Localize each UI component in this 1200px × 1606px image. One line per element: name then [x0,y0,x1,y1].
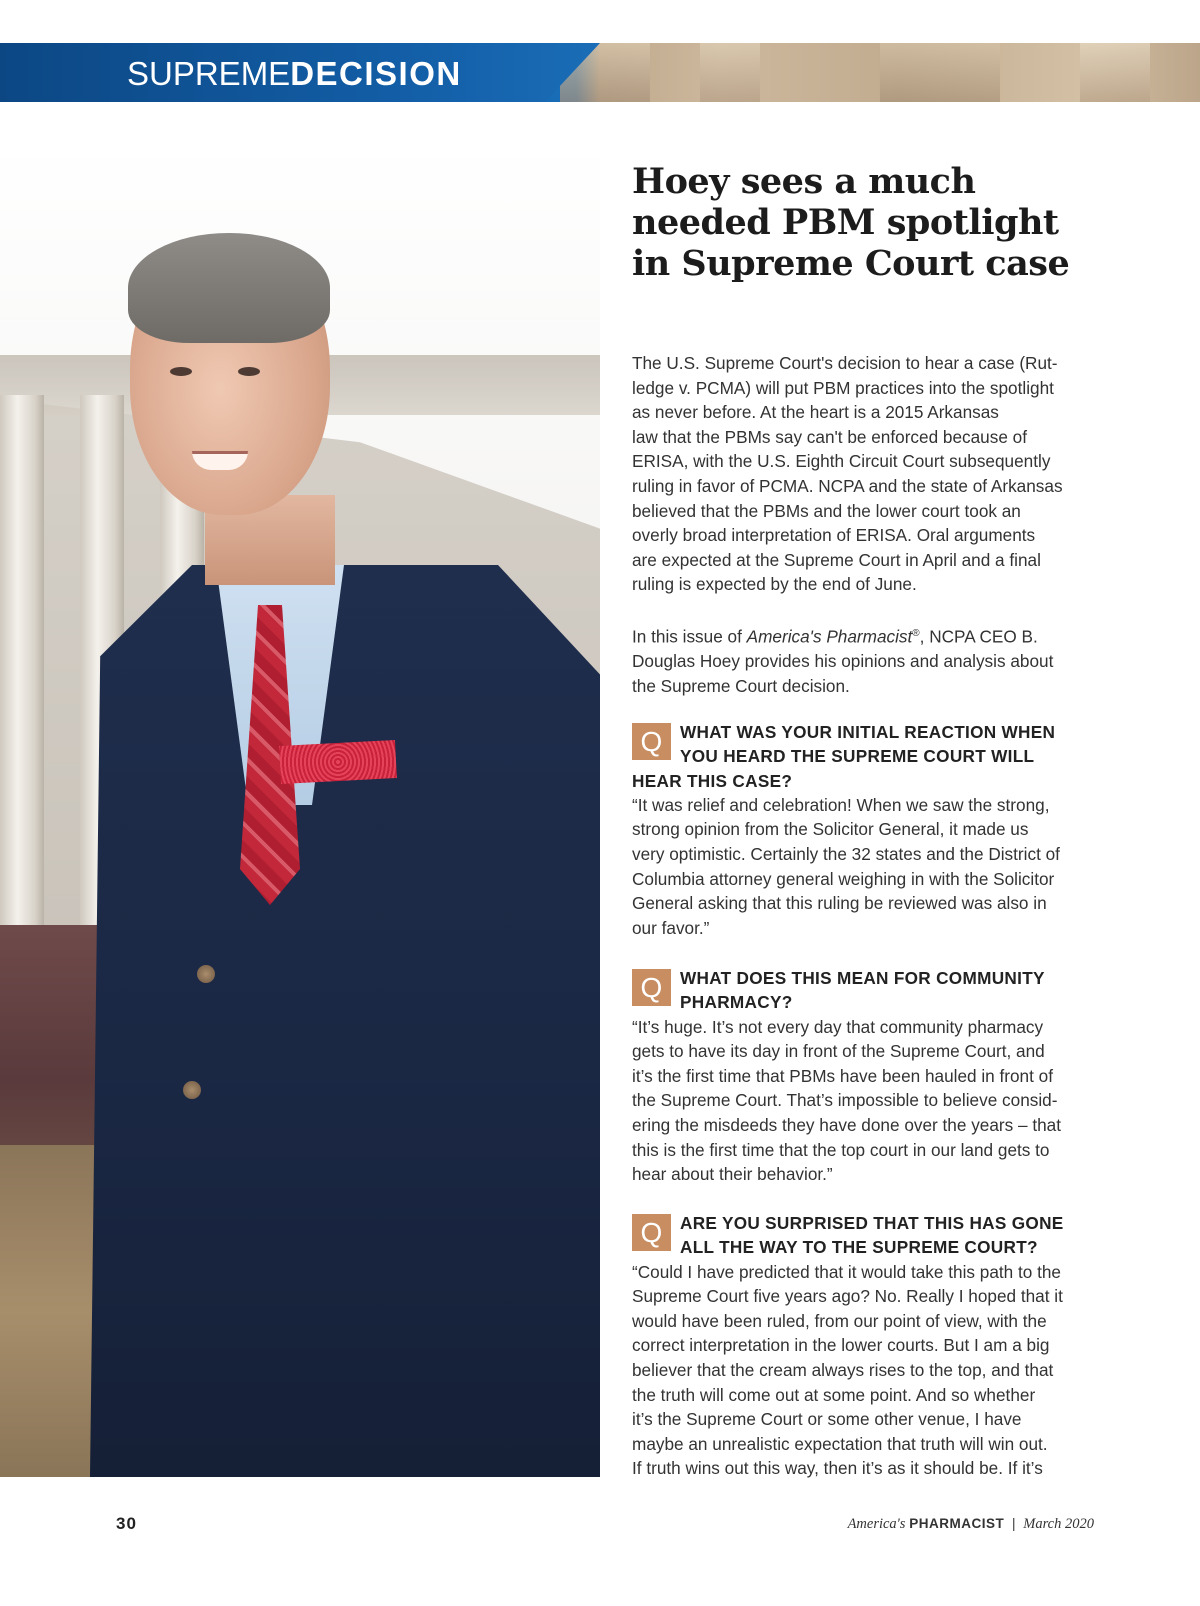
answer-line: the truth will come out at some point. And so whether [632,1384,1036,1405]
answer-line: Columbia attorney general weighing in with the Solicitor [632,868,1055,889]
article-headline [632,161,1152,284]
answer-line: “Could I have predicted that it would take this path to the [632,1261,1061,1282]
answer-line: it’s the Supreme Court or some other venue, I have [632,1409,1022,1430]
q-marker-icon: Q [632,1214,671,1251]
magazine-name: America's Pharmacist [746,626,913,647]
running-footer [848,1516,1094,1533]
q-marker-icon: Q [632,969,671,1006]
intro-line: law that the PBMs say can't be enforced because of [632,426,1028,447]
footer-magazine-italic: America's [847,1516,906,1532]
answer-line: Supreme Court five years ago? No. Really I hoped that it [632,1286,1063,1307]
question [632,1211,1118,1260]
qa-block [632,1211,1118,1481]
intro-line: overly broad interpretation of ERISA. Oral arguments [632,525,1036,546]
intro-line: The U.S. Supreme Court's decision to hear a case (Rut- [632,353,1058,373]
answer-line: correct interpretation in the lower courts. But I am a big [632,1335,1050,1356]
answer-line: very optimistic. Certainly the 32 states and the District of [632,844,1060,865]
intro-line: as never before. At the heart is a 2015 Arkansas [632,402,999,423]
issue-text: , NCPA CEO B. [919,626,1038,647]
question-line: ALL THE WAY TO THE SUPREME COURT? [680,1237,1038,1258]
answer-line: gets to have its day in front of the Supreme Court, and [632,1041,1045,1062]
answer-line: the Supreme Court. That’s impossible to believe consid- [632,1090,1058,1111]
section-title-light: SUPREME [127,55,291,92]
section-title [127,57,462,91]
intro-line: are expected at the Supreme Court in April and a final [632,549,1041,570]
issue-paragraph [632,622,1114,699]
suit [90,565,600,1477]
answer-line: believer that the cream always rises to the top, and that [632,1359,1054,1380]
answer-line: If truth wins out this way, then it’s as it should be. If it’s [632,1458,1043,1479]
answer-line: strong opinion from the Solicitor General, it made us [632,819,1029,840]
headline-line: Hoey sees a much [632,161,976,202]
issue-line: Douglas Hoey provides his opinions and analysis about [632,651,1054,672]
question [632,720,1118,793]
answer-line: would have been ruled, from our point of view, with the [632,1310,1047,1331]
qa-block [632,720,1118,940]
answer [632,1015,1118,1187]
footer-magazine-bold: PHARMACIST [909,1516,1005,1531]
answer-line: ering the misdeeds they have done over the years – that [632,1114,1061,1135]
intro-paragraph [632,351,1114,597]
section-title-bold: DECISION [290,55,462,92]
intro-line: ruling in favor of PCMA. NCPA and the state of Arkansas [632,475,1063,496]
portrait-photo [0,145,600,1477]
answer [632,793,1118,941]
question [632,966,1118,1015]
intro-line: ledge v. PCMA) will put PBM practices into the spotlight [632,377,1054,398]
pocket-square [279,740,397,784]
intro-line: ruling is expected by the end of June. [632,574,917,595]
issue-line: the Supreme Court decision. [632,675,850,696]
question-line: HEAR THIS CASE? [632,770,793,791]
question-line: ARE YOU SURPRISED THAT THIS HAS GONE [680,1213,1064,1233]
answer-line: maybe an unrealistic expectation that truth will win out. [632,1433,1048,1454]
answer-line: hear about their behavior.” [632,1164,833,1185]
question-line: WHAT DOES THIS MEAN FOR COMMUNITY [680,968,1045,988]
question-line: WHAT WAS YOUR INITIAL REACTION WHEN [680,722,1056,742]
q-marker-icon: Q [632,723,671,760]
answer-line: our favor.” [632,917,710,938]
headline-line: needed PBM spotlight [632,202,1059,243]
registered-mark: ® [912,628,920,639]
question-line: PHARMACY? [680,992,793,1013]
issue-text: In this issue of [632,626,747,647]
footer-issue-date: March 2020 [1023,1516,1094,1532]
answer-line: General asking that this ruling be reviewed was also in [632,893,1047,914]
answer-line: it’s the first time that PBMs have been hauled in front of [632,1065,1054,1086]
answer [632,1260,1118,1481]
qa-block [632,966,1118,1187]
question-line: YOU HEARD THE SUPREME COURT WILL [680,746,1035,767]
page-number: 30 [116,1514,137,1533]
answer-line: “It was relief and celebration! When we saw the strong, [632,794,1050,815]
answer-line: this is the first time that the top court in our land gets to [632,1139,1050,1160]
intro-line: ERISA, with the U.S. Eighth Circuit Court subsequently [632,451,1051,472]
intro-line: believed that the PBMs and the lower court took an [632,500,1021,521]
headline-line: in Supreme Court case [632,243,1070,284]
answer-line: “It’s huge. It’s not every day that community pharmacy [632,1016,1044,1037]
footer-separator: | [1011,1516,1016,1531]
